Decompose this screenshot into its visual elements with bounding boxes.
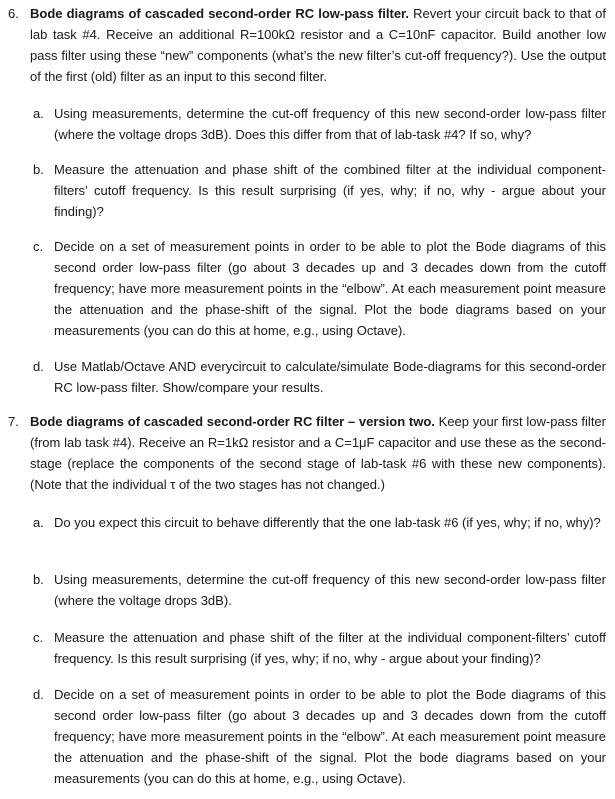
task-number: 7. bbox=[8, 414, 19, 429]
item-text: Use Matlab/Octave AND everycircuit to calculate/simulate Bode-diagrams for this second-order RC low-pass filter. Show/compare your results. bbox=[54, 359, 606, 395]
item-text: Measure the attenuation and phase shift of the combined filter at the individual component-filters’ cutoff frequency. Is this result surprising (if yes, why; if no, why - argue about your finding)? bbox=[54, 162, 606, 219]
task-number: 6. bbox=[8, 6, 19, 21]
item-text: Measure the attenuation and phase shift of the filter at the individual component-filters’ cutoff frequency. Is this result surprising (if yes, why; if no, why - argue about your finding)? bbox=[54, 630, 606, 666]
item-letter: c. bbox=[33, 239, 44, 254]
task-title: Bode diagrams of cascaded second-order RC filter – version two. bbox=[30, 414, 435, 429]
item-letter: a. bbox=[33, 515, 44, 530]
item-text: Decide on a set of measurement points in order to be able to plot the Bode diagrams of this second order low-pass filter (go about 3 decades up and 3 decades down from the cutoff frequency; have more measurement points in the “elbow”. At each measurement point measure the attenuation and the phase-shift of the signal. Plot the bode diagrams based on your measurements (you can do this at home, e.g., using Octave). bbox=[54, 687, 606, 786]
item-letter: a. bbox=[33, 106, 44, 121]
item-letter: b. bbox=[33, 162, 44, 177]
item-letter: d. bbox=[33, 359, 44, 374]
item-text: Decide on a set of measurement points in order to be able to plot the Bode diagrams of this second order low-pass filter (go about 3 decades up and 3 decades down from the cutoff frequency; have more measurement points in the “elbow”. At each measurement point measure the attenuation and the phase-shift of the signal. Plot the bode diagrams based on your measurements (you can do this at home, e.g., using Octave). bbox=[54, 239, 606, 338]
task-text: Revert your circuit back to that of lab task #4. Receive an additional R=100kΩ resistor and a C=10nF capacitor. Build another low pass filter using these “new” components (what’s the new filter’s cut-off frequency?). Use the output of the first (old) filter as an input to this second filter. bbox=[30, 6, 606, 84]
item-text: Using measurements, determine the cut-off frequency of this new second-order low-pass filter (where the voltage drops 3dB). Does this differ from that of lab-task #4? If so, why? bbox=[54, 106, 606, 142]
task-title: Bode diagrams of cascaded second-order RC low-pass filter. bbox=[30, 6, 409, 21]
item-letter: c. bbox=[33, 630, 44, 645]
task-intro bbox=[30, 411, 606, 495]
task-text: Keep your first low-pass filter (from lab task #4). Receive an R=1kΩ resistor and a C=1μF capacitor and use these as the second-stage (replace the components of the second stage of lab-task #6 with these new components). (Note that the individual τ of the two stages has not changed.) bbox=[30, 414, 606, 492]
task-intro bbox=[30, 3, 606, 87]
item-letter: b. bbox=[33, 572, 44, 587]
item-text: Do you expect this circuit to behave differently that the one lab-task #6 (if yes, why; if no, why)? bbox=[54, 515, 601, 530]
item-letter: d. bbox=[33, 687, 44, 702]
item-text: Using measurements, determine the cut-off frequency of this new second-order low-pass filter (where the voltage drops 3dB). bbox=[54, 572, 606, 608]
